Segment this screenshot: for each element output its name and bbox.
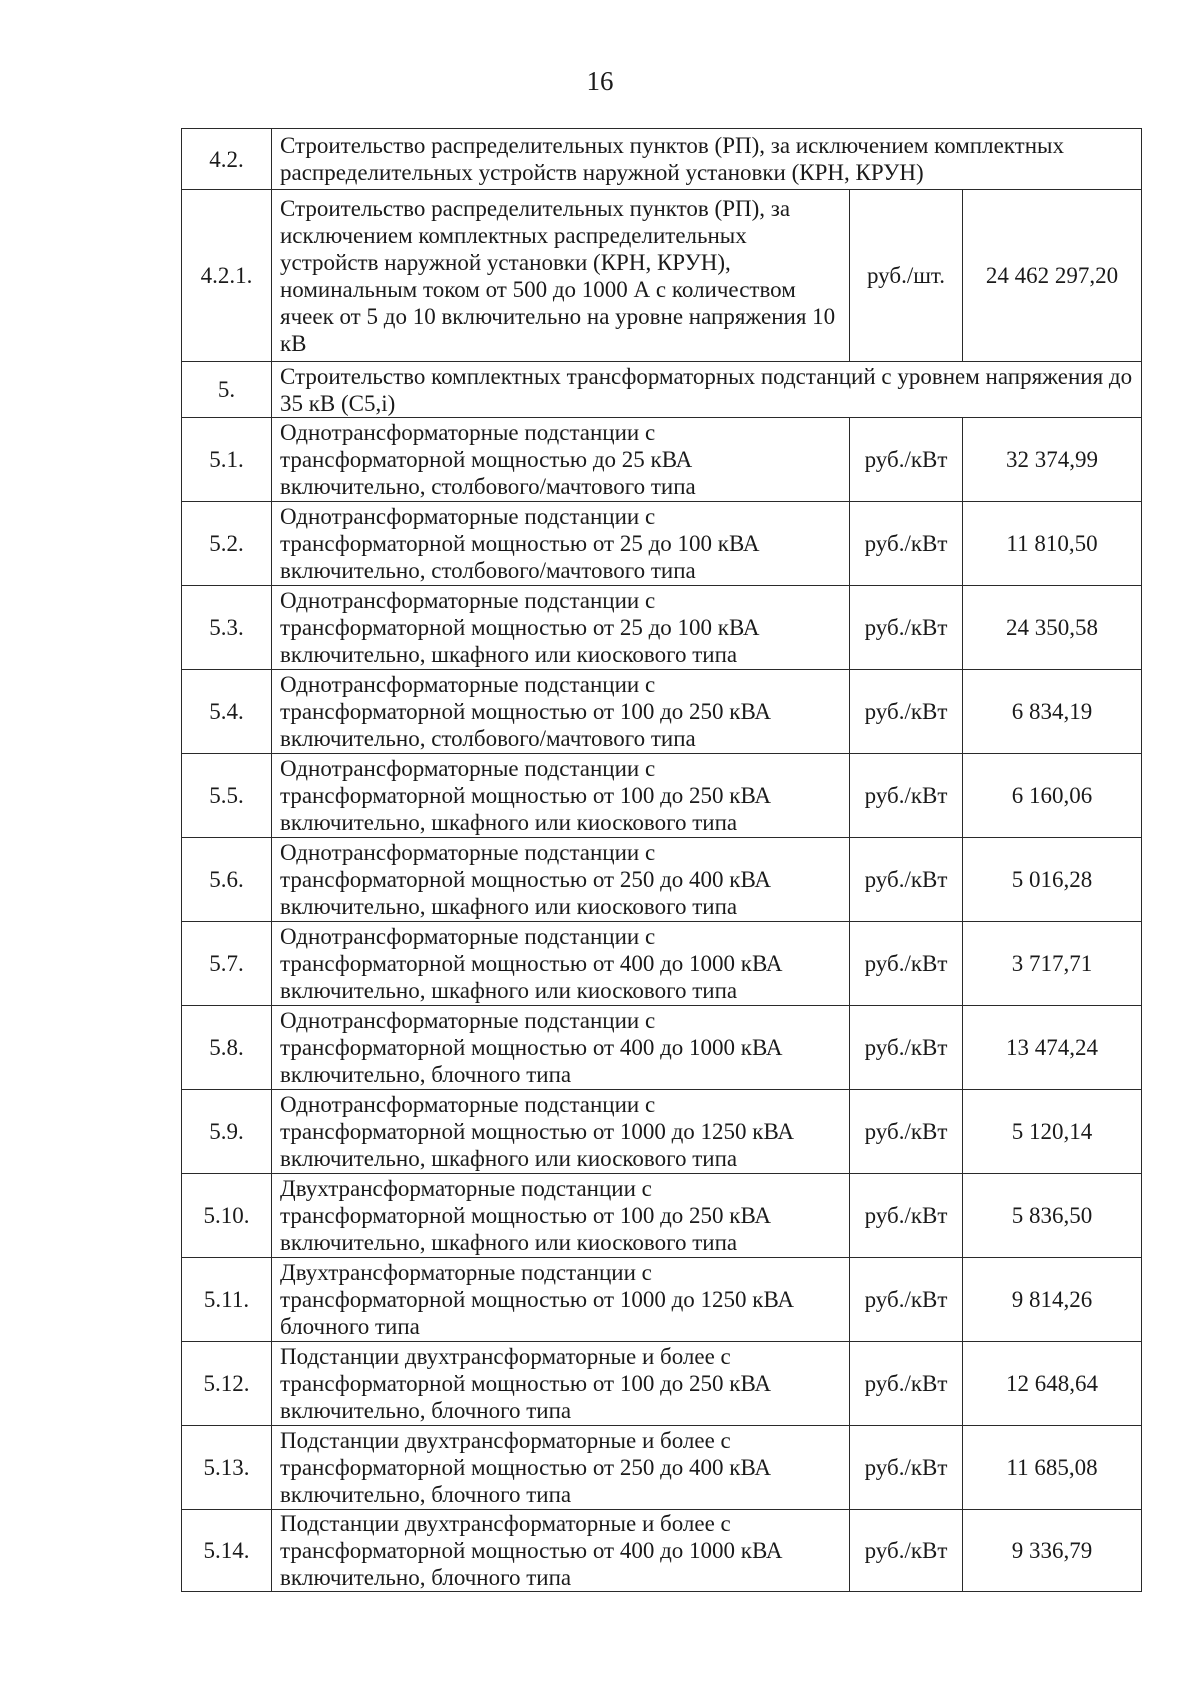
row-number: 5.6. xyxy=(182,838,272,922)
row-description: Однотрансформаторные подстанции с трансформаторной мощностью от 100 до 250 кВА включительно, шкафного или киоскового типа xyxy=(272,754,850,838)
row-description: Строительство комплектных трансформаторных подстанций с уровнем напряжения до 35 кВ (С5,i) xyxy=(272,362,1142,418)
table-row xyxy=(182,922,1142,1006)
row-value: 24 462 297,20 xyxy=(963,190,1142,362)
row-value: 3 717,71 xyxy=(963,922,1142,1006)
row-number: 5.8. xyxy=(182,1006,272,1090)
table-row xyxy=(182,1090,1142,1174)
row-unit: руб./кВт xyxy=(850,670,963,754)
row-value: 12 648,64 xyxy=(963,1342,1142,1426)
table-row-section-header xyxy=(182,362,1142,418)
row-unit: руб./кВт xyxy=(850,1258,963,1342)
tariff-table xyxy=(181,128,1142,1592)
table-row xyxy=(182,1342,1142,1426)
row-description: Однотрансформаторные подстанции с трансформаторной мощностью от 400 до 1000 кВА включительно, шкафного или киоскового типа xyxy=(272,922,850,1006)
row-value: 6 160,06 xyxy=(963,754,1142,838)
row-number: 4.2.1. xyxy=(182,190,272,362)
row-value: 5 016,28 xyxy=(963,838,1142,922)
table-row xyxy=(182,418,1142,502)
table-row xyxy=(182,1258,1142,1342)
row-description: Двухтрансформаторные подстанции с трансформаторной мощностью от 100 до 250 кВА включительно, шкафного или киоскового типа xyxy=(272,1174,850,1258)
table-row xyxy=(182,1510,1142,1592)
row-unit: руб./кВт xyxy=(850,586,963,670)
table-row xyxy=(182,1426,1142,1510)
row-number: 5. xyxy=(182,362,272,418)
row-value: 9 336,79 xyxy=(963,1510,1142,1592)
row-unit: руб./кВт xyxy=(850,502,963,586)
row-value: 13 474,24 xyxy=(963,1006,1142,1090)
row-unit: руб./кВт xyxy=(850,1090,963,1174)
row-description: Подстанции двухтрансформаторные и более с трансформаторной мощностью от 250 до 400 кВА включительно, блочного типа xyxy=(272,1426,850,1510)
row-number: 5.1. xyxy=(182,418,272,502)
row-value: 5 836,50 xyxy=(963,1174,1142,1258)
row-unit: руб./кВт xyxy=(850,754,963,838)
row-number: 5.10. xyxy=(182,1174,272,1258)
row-unit: руб./кВт xyxy=(850,838,963,922)
table-row xyxy=(182,670,1142,754)
row-value: 32 374,99 xyxy=(963,418,1142,502)
row-value: 5 120,14 xyxy=(963,1090,1142,1174)
row-unit: руб./кВт xyxy=(850,922,963,1006)
table-row xyxy=(182,754,1142,838)
row-unit: руб./кВт xyxy=(850,1426,963,1510)
row-description: Двухтрансформаторные подстанции с трансформаторной мощностью от 1000 до 1250 кВА блочного типа xyxy=(272,1258,850,1342)
row-number: 5.12. xyxy=(182,1342,272,1426)
row-description: Однотрансформаторные подстанции с трансформаторной мощностью до 25 кВА включительно, столбового/мачтового типа xyxy=(272,418,850,502)
row-description: Строительство распределительных пунктов (РП), за исключением комплектных распределительных устройств наружной установки (КРН, КРУН), номинальным током от 500 до 1000 А с количеством ячеек от 5 до 10 включительно на уровне напряжения 10 кВ xyxy=(272,190,850,362)
row-unit: руб./кВт xyxy=(850,1510,963,1592)
table-row xyxy=(182,1174,1142,1258)
row-description: Подстанции двухтрансформаторные и более с трансформаторной мощностью от 400 до 1000 кВА включительно, блочного типа xyxy=(272,1510,850,1592)
table-row-section-header xyxy=(182,129,1142,190)
row-number: 5.13. xyxy=(182,1426,272,1510)
table-row xyxy=(182,1006,1142,1090)
row-number: 5.7. xyxy=(182,922,272,1006)
row-description: Однотрансформаторные подстанции с трансформаторной мощностью от 100 до 250 кВА включительно, столбового/мачтового типа xyxy=(272,670,850,754)
row-value: 24 350,58 xyxy=(963,586,1142,670)
row-value: 6 834,19 xyxy=(963,670,1142,754)
row-description: Однотрансформаторные подстанции с трансформаторной мощностью от 400 до 1000 кВА включительно, блочного типа xyxy=(272,1006,850,1090)
row-description: Однотрансформаторные подстанции с трансформаторной мощностью от 250 до 400 кВА включительно, шкафного или киоскового типа xyxy=(272,838,850,922)
row-unit: руб./шт. xyxy=(850,190,963,362)
row-description: Однотрансформаторные подстанции с трансформаторной мощностью от 1000 до 1250 кВА включительно, шкафного или киоскового типа xyxy=(272,1090,850,1174)
row-number: 5.5. xyxy=(182,754,272,838)
row-number: 5.14. xyxy=(182,1510,272,1592)
row-value: 11 810,50 xyxy=(963,502,1142,586)
row-description: Подстанции двухтрансформаторные и более с трансформаторной мощностью от 100 до 250 кВА включительно, блочного типа xyxy=(272,1342,850,1426)
row-number: 5.3. xyxy=(182,586,272,670)
table-row xyxy=(182,586,1142,670)
table-row xyxy=(182,190,1142,362)
row-unit: руб./кВт xyxy=(850,418,963,502)
page-number: 16 xyxy=(586,66,614,96)
row-number: 5.2. xyxy=(182,502,272,586)
row-value: 11 685,08 xyxy=(963,1426,1142,1510)
row-number: 5.4. xyxy=(182,670,272,754)
table-row xyxy=(182,838,1142,922)
row-value: 9 814,26 xyxy=(963,1258,1142,1342)
row-unit: руб./кВт xyxy=(850,1342,963,1426)
row-unit: руб./кВт xyxy=(850,1006,963,1090)
row-number: 4.2. xyxy=(182,129,272,190)
row-number: 5.11. xyxy=(182,1258,272,1342)
row-description: Однотрансформаторные подстанции с трансформаторной мощностью от 25 до 100 кВА включительно, столбового/мачтового типа xyxy=(272,502,850,586)
row-unit: руб./кВт xyxy=(850,1174,963,1258)
row-description: Строительство распределительных пунктов (РП), за исключением комплектных распределительных устройств наружной установки (КРН, КРУН) xyxy=(272,129,1142,190)
row-number: 5.9. xyxy=(182,1090,272,1174)
row-description: Однотрансформаторные подстанции с трансформаторной мощностью от 25 до 100 кВА включительно, шкафного или киоскового типа xyxy=(272,586,850,670)
table-row xyxy=(182,502,1142,586)
